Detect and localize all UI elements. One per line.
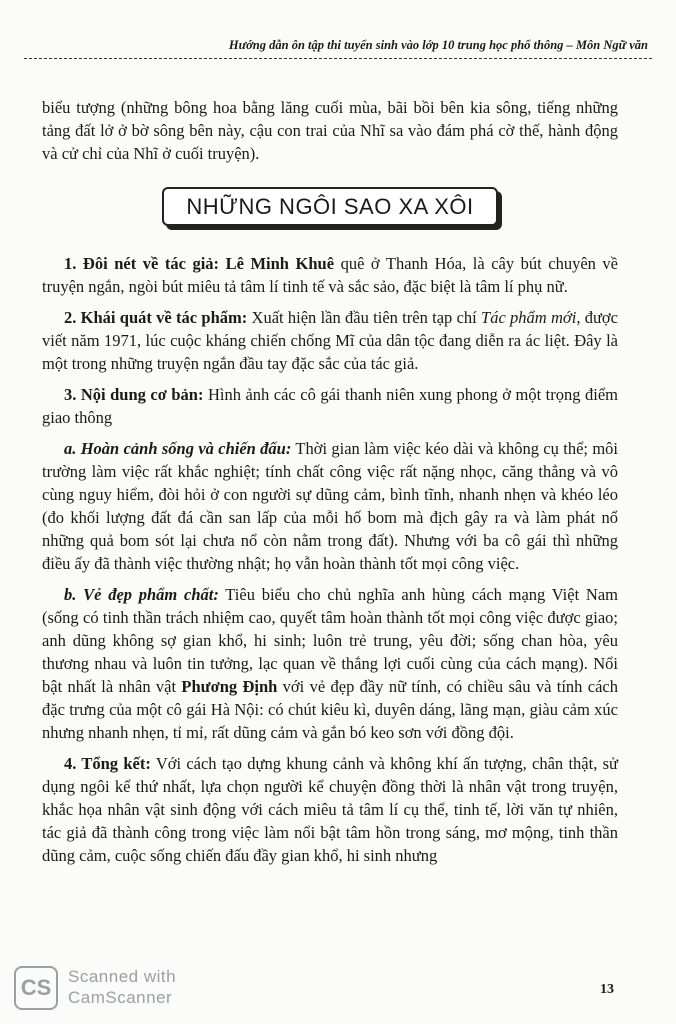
author-name: Lê Minh Khuê	[225, 254, 335, 273]
running-header	[24, 34, 652, 64]
label-a: a. Hoàn cảnh sống và chiến đấu:	[64, 439, 292, 458]
a-text: Thời gian làm việc kéo dài và không cụ thể; môi trường làm việc rất khắc nghiệt; tính chất công việc rất nặng nhọc, căng thẳng và vô cùng nguy hiểm, đòi hỏi ở con người sự dũng cảm, bình tĩnh, nhanh nhẹn và khéo léo (đo khối lượng đất đá cần san lấp của mỗi hố bom mà địch gây ra và làm phát nổ những quả bom sót lại chưa nổ còn nằm trong đất). Nhưng với ba cô gái thì những điều ấy đã thành việc thường nhật; họ vẫn hoàn thành tốt mọi công việc.	[42, 439, 618, 573]
character-name: Phương Định	[181, 677, 278, 696]
paragraph-summary	[42, 752, 618, 867]
paragraph-content	[42, 383, 618, 429]
intro-paragraph: biểu tượng (những bông hoa bằng lăng cuối mùa, bãi bồi bên kia sông, tiếng những tảng đất lở ở bờ sông bên này, cậu con trai của Nhĩ sa vào đám phá cờ thế, hành động và cử chỉ của Nhĩ ở cuối truyện).	[42, 98, 618, 163]
magazine-name: Tác phẩm mới	[481, 308, 577, 327]
paragraph-b	[42, 583, 618, 744]
work-text-a: Xuất hiện lần đầu tiên trên tạp chí	[247, 308, 482, 327]
label-author: 1. Đôi nét về tác giả:	[64, 254, 220, 273]
watermark-text	[68, 966, 176, 1008]
work-text-b: , được viết năm 1971, lúc cuộc kháng chiến chống Mĩ của dân tộc đang diễn ra ác liệt. Đây là một trong những truyện ngắn đầu tay đặc sắc của tác giả.	[42, 308, 618, 373]
label-summary: 4. Tổng kết:	[64, 754, 151, 773]
paragraph-author	[42, 252, 618, 298]
title-wrap	[42, 187, 618, 226]
page-number: 13	[600, 982, 614, 997]
section-title: NHỮNG NGÔI SAO XA XÔI	[162, 187, 497, 226]
camscanner-logo: CS	[14, 966, 58, 1010]
label-b: b. Vẻ đẹp phẩm chất:	[64, 585, 219, 604]
content-text: Hình ảnh các cô gái thanh niên xung phong ở một trọng điểm giao thông	[42, 385, 619, 427]
paragraph-a	[42, 437, 618, 575]
watermark-line1: Scanned with	[68, 967, 177, 986]
b-text-b: với vẻ đẹp đầy nữ tính, có chiều sâu và tính cách đặc trưng của một cô gái Hà Nội: có chút kiêu kì, duyên dáng, lãng mạn, giàu cảm xúc nhưng nhanh nhẹn, tỉ mỉ, rất dũng cảm và gắn bó keo sơn với đồng đội.	[42, 677, 618, 742]
author-text: quê ở Thanh Hóa, là cây bút chuyên về truyện ngắn, ngòi bút miêu tả tâm lí tinh tế và sắc sảo, đặc biệt là tâm lí phụ nữ.	[42, 254, 619, 296]
header-rule	[24, 58, 652, 59]
header-text: Hướng dẫn ôn tập thi tuyển sinh vào lớp 10 trung học phổ thông – Môn Ngữ văn	[228, 38, 648, 52]
paragraph-work	[42, 306, 618, 375]
label-content: 3. Nội dung cơ bản:	[64, 385, 204, 404]
label-work: 2. Khái quát về tác phẩm:	[64, 308, 248, 327]
watermark-line2: CamScanner	[68, 988, 173, 1007]
summary-text: Với cách tạo dựng khung cảnh và không khí ấn tượng, chân thật, sử dụng ngôi kể thứ nhất, lựa chọn người kể chuyện đồng thời là nhân vật trong truyện, khắc họa nhân vật sinh động với cách miêu tả tâm lí cụ thể, tinh tế, lời văn tự nhiên, tác giả đã thành công trong việc làm nổi bật tâm hồn trong sáng, mơ mộng, tinh thần dũng cảm, cuộc sống chiến đấu đầy gian khổ, hi sinh nhưng	[42, 754, 618, 865]
b-text-a: Tiêu biểu cho chủ nghĩa anh hùng cách mạng Việt Nam (sống có tinh thần trách nhiệm cao, quyết tâm hoàn thành tốt mọi công việc được giao; anh dũng không sợ gian khổ, hi sinh; luôn trẻ trung, yêu đời; sống chan hòa, yêu thương nhau và luôn tin tưởng, lạc quan về thắng lợi cuối cùng của cách mạng). Nổi bật nhất là nhân vật	[42, 585, 618, 696]
page-body	[42, 96, 618, 875]
